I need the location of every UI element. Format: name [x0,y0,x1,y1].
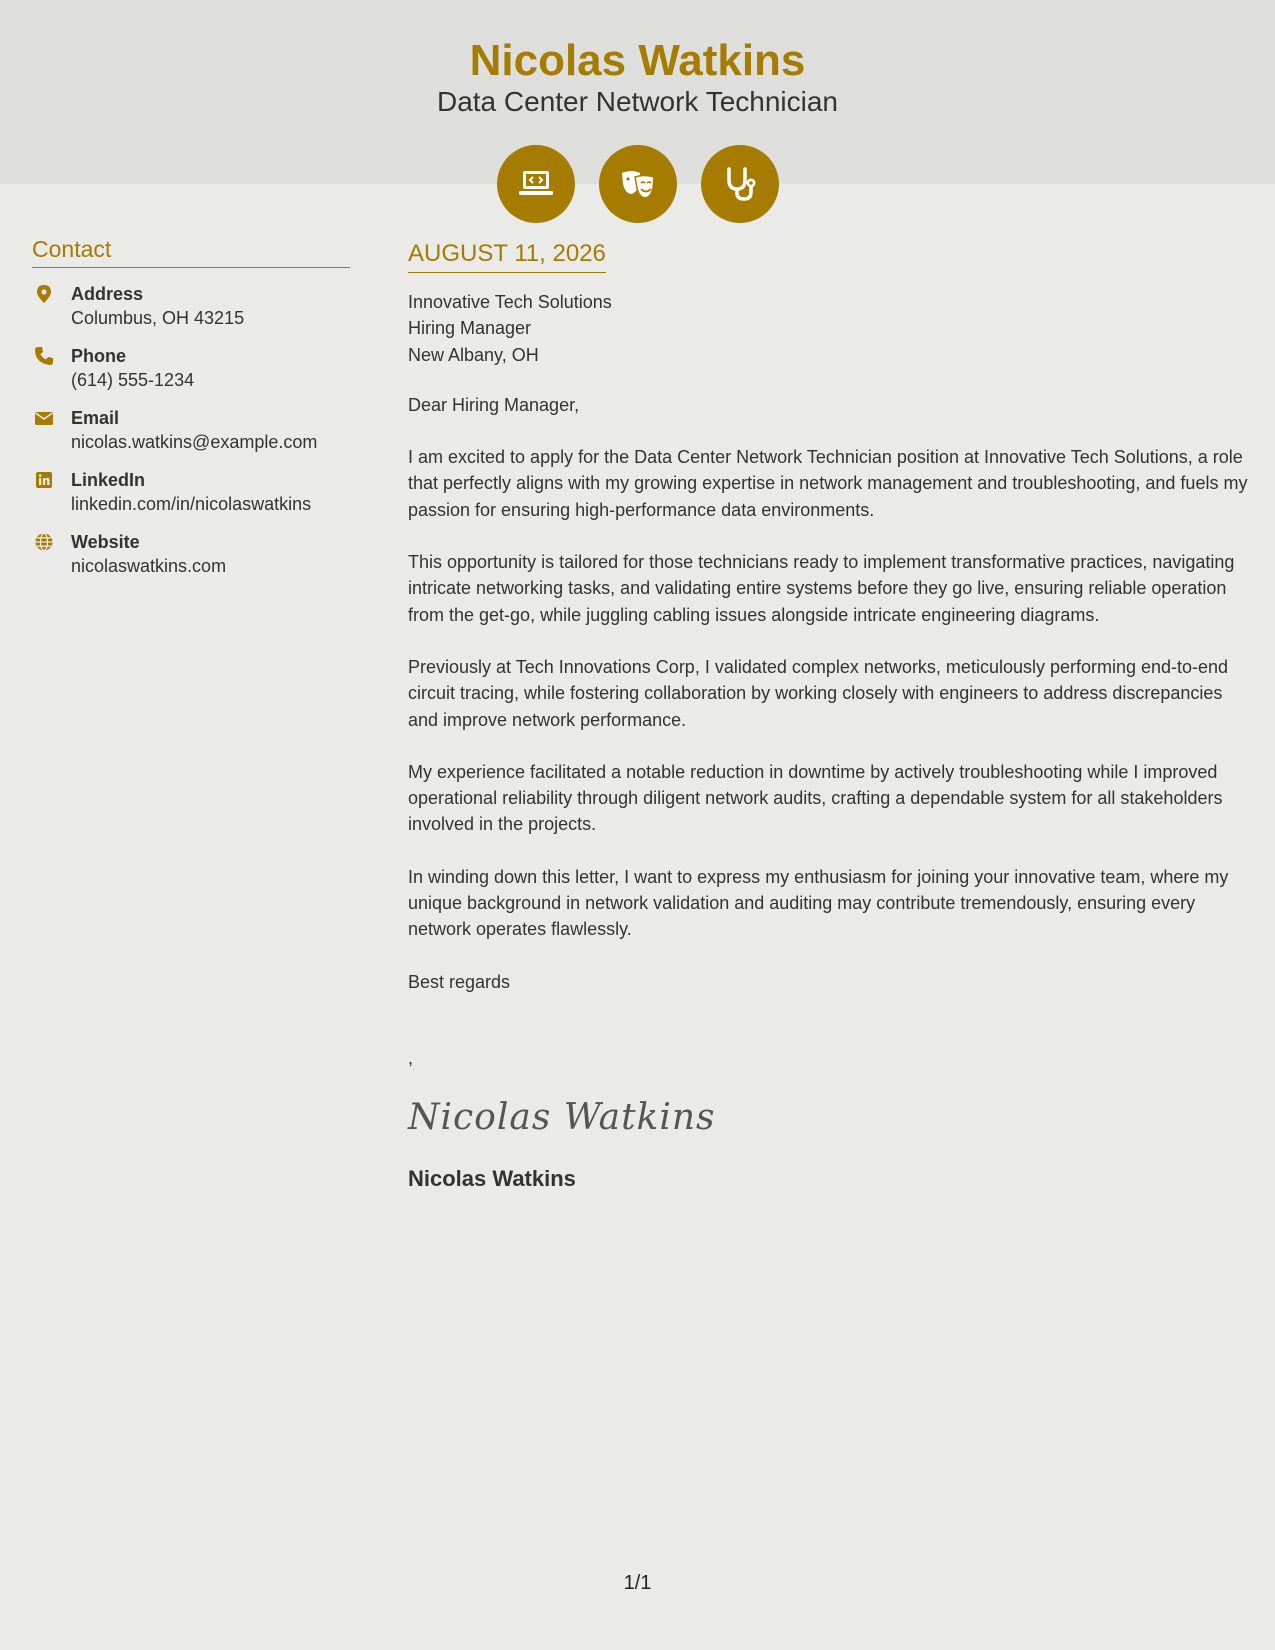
recipient-location: New Albany, OH [408,344,539,365]
laptop-code-icon [497,145,575,223]
stethoscope-icon [701,145,779,223]
contact-label: Phone [71,346,127,366]
recipient-block [408,289,1248,368]
contact-label: Email [71,408,120,428]
envelope-icon [34,408,54,428]
contact-value: Columbus, OH 43215 [71,308,245,328]
contact-label: LinkedIn [71,470,146,490]
contact-address [32,282,350,330]
closing: Best regards [408,971,511,992]
contact-linkedin [32,468,350,516]
paragraph: This opportunity is tailored for those technicians ready to implement transformative practices, navigating intricate networking tasks, and validating entire systems before they go live, ensuring reliable operation from the get-go, while juggling cabling issues alongside intricate engineering diagrams. [408,552,1235,625]
contact-label: Website [71,532,140,552]
letter-body [408,240,1248,1192]
phone-icon [34,346,54,366]
greeting: Dear Hiring Manager, [408,394,580,415]
paragraph: Previously at Tech Innovations Corp, I validated complex networks, meticulously performing end-to-end circuit tracing, while fostering collaboration by working closely with engineers to address discrepancies and improve network performance. [408,656,1229,730]
letter-date: AUGUST 11, 2026 [408,240,606,273]
location-pin-icon [34,284,54,304]
job-title: Data Center Network Technician [436,86,838,117]
globe-icon [34,532,54,552]
contact-heading: Contact [32,236,350,268]
signed-name: Nicolas Watkins [408,1166,576,1192]
paragraph: I am excited to apply for the Data Center Network Technician position at Innovative Tech Solutions, a role that perfectly aligns with my growing expertise in network management and troubleshooting, and fuels my passion for ensuring high-performance data environments. [408,447,1248,520]
paragraph: In winding down this letter, I want to express my enthusiasm for joining your innovative team, where my unique background in network validation and auditing may contribute tremendously, ensuring every network operates flawlessly. [408,866,1229,940]
contact-website [32,530,350,578]
contact-phone [32,344,350,392]
recipient-role: Hiring Manager [408,318,532,339]
contact-label: Address [71,284,144,304]
closing-comma: , [408,1047,414,1068]
linkedin-icon [34,470,54,490]
contact-section [32,236,350,578]
contact-email [32,406,350,454]
contact-value[interactable]: linkedin.com/in/nicolaswatkins [71,494,312,514]
contact-value[interactable]: nicolas.watkins@example.com [71,432,318,452]
contact-value[interactable]: (614) 555-1234 [71,370,195,390]
recipient-company: Innovative Tech Solutions [408,292,612,312]
theater-masks-icon [599,145,677,223]
interest-icons [0,145,1275,223]
signature: Nicolas Watkins [408,1097,716,1139]
contact-value[interactable]: nicolaswatkins.com [71,556,227,576]
applicant-name: Nicolas Watkins [469,36,806,85]
page-number: 1/1 [623,1572,652,1594]
paragraph: My experience facilitated a notable reduction in downtime by actively troubleshooting while I improved operational reliability through diligent network audits, crafting a dependable system for all stakeholders involved in the projects. [408,761,1223,835]
